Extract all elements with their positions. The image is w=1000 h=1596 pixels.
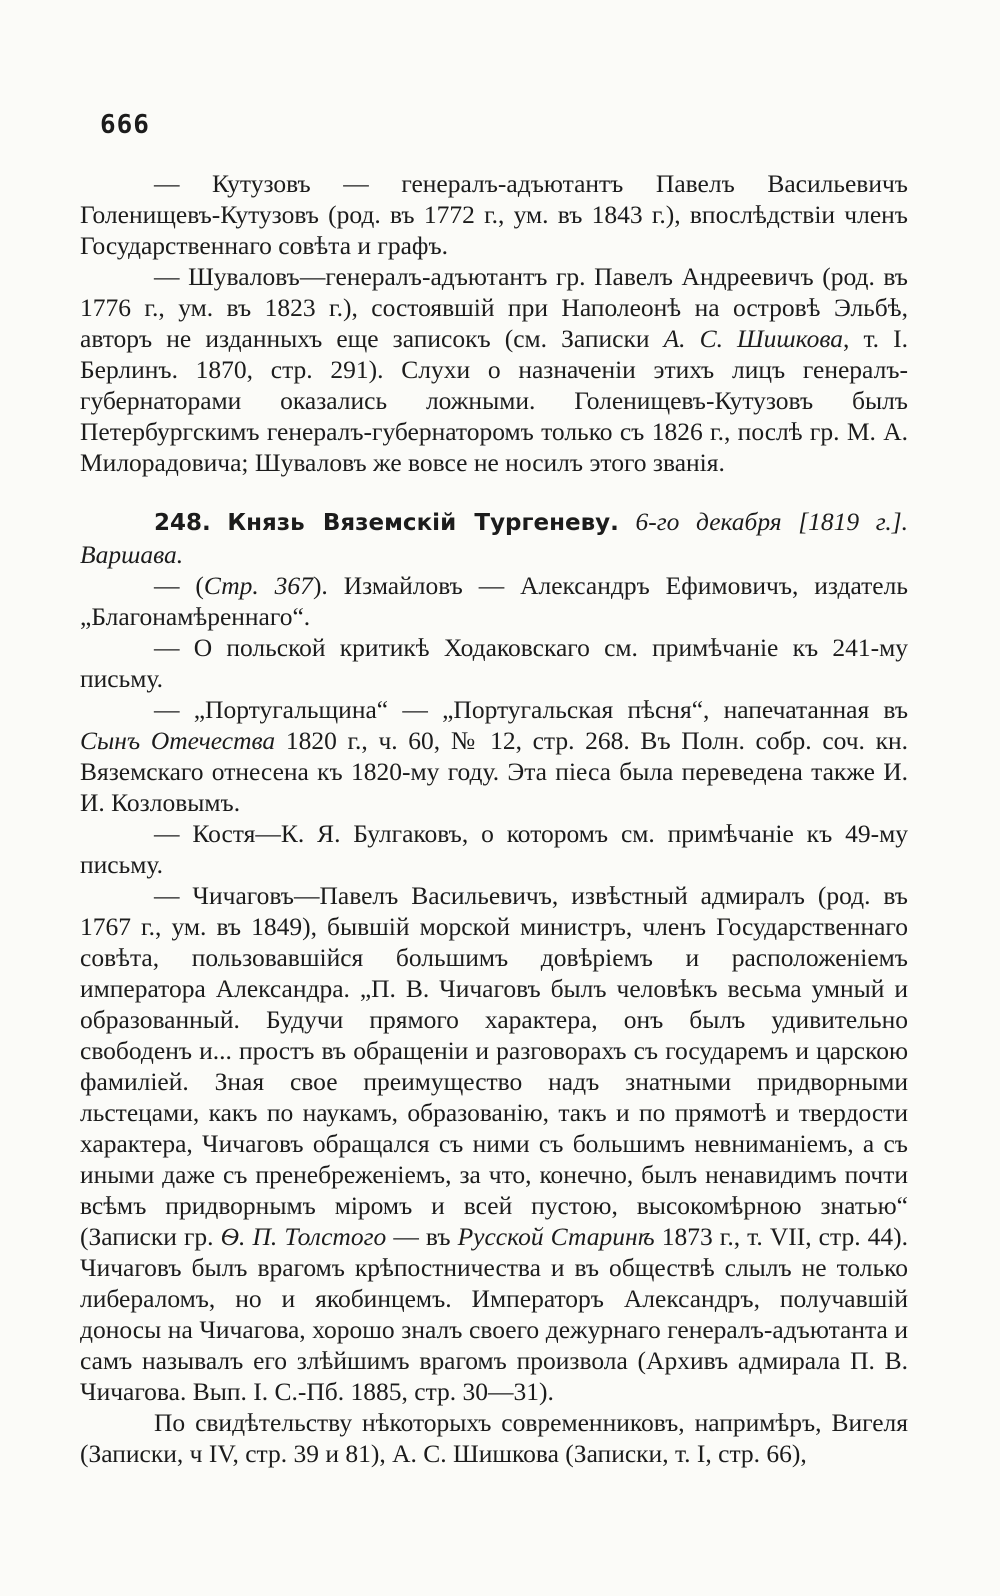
note-witnesses: По свидѣтельству нѣкоторыхъ современниковъ, напримѣръ, Вигеля (Записки, ч IV, стр. 39 и 81), А. С. Шишкова (Записки, т. I, стр. 66), (80, 1408, 908, 1468)
note-khodakovsky: — О польской критикѣ Ходаковскаго см. примѣчаніе къ 241-му письму. (80, 633, 908, 693)
letter-place: Варшава. (80, 540, 184, 569)
note-izmailov: — (Стр. 367). Измайловъ — Александръ Ефимовичъ, издатель „Благонамѣреннаго“. (80, 571, 908, 631)
journal-ref: Сынъ Отечества (80, 726, 276, 755)
page-text (80, 168, 908, 1469)
section-gap (80, 478, 908, 506)
letter-title: Князь Вяземскій Тургеневу. (227, 510, 619, 536)
shishkov-ref: А. С. Шишкова (663, 324, 844, 353)
letter-date: 6-го декабря (635, 507, 782, 536)
russkaya-starina-ref: Русской Старинѣ (457, 1222, 655, 1251)
letter-year: [1819 г.]. (798, 507, 908, 536)
letter-number: 248. (154, 510, 211, 536)
note-kostya: — Костя—К. Я. Булгаковъ, о которомъ см. примѣчаніе къ 49-му письму. (80, 819, 908, 879)
note-kutuzov: — Кутузовъ — генералъ-адъютантъ Павелъ Васильевичъ Голенищевъ-Кутузовъ (род. въ 1772 г., ум. въ 1843 г.), впослѣдствіи членъ Государственнаго совѣта и графъ. (80, 169, 908, 260)
note-shuvalov: — Шуваловъ—генералъ-адъютантъ гр. Павелъ Андреевичъ (род. въ 1776 г., ум. въ 1823 г.), состоявшій при Наполеонѣ на островѣ Эльбѣ, авторъ не изданныхъ еще записокъ (см. Записки А. С. Шишкова, т. I. Берлинъ. 1870, стр. 291). Слухи о назначеніи этихъ лицъ генералъ-губернаторами оказались ложными. Голенищевъ-Кутузовъ былъ Петербургскимъ генералъ-губернаторомъ только съ 1826 г., послѣ гр. М. А. Милорадовича; Шуваловъ же вовсе не носилъ этого званія. (80, 262, 908, 477)
page-number: 666 (100, 110, 150, 140)
page-ref: Стр. 367 (203, 571, 313, 600)
note-chichagov: — Чичаговъ—Павелъ Васильевичъ, извѣстный адмиралъ (род. въ 1767 г., ум. въ 1849), бывшій морской министръ, членъ Государственнаго совѣта, пользовавшійся большимъ довѣріемъ и расположеніемъ императора Александра. „П. В. Чичаговъ былъ человѣкъ весьма умный и образованный. Будучи прямого характера, онъ былъ удивительно свободенъ и... простъ въ обращеніи и разговорахъ съ государемъ и царскою фамиліей. Зная свое преимущество надъ знатными придворными льстецами, какъ по наукамъ, образованію, такъ и по прямотѣ и твердости характера, Чичаговъ обращался съ ними съ большимъ невниманіемъ, а съ иными даже съ пренебреженіемъ, за что, конечно, былъ ненавидимъ почти всѣмъ придворнымъ міромъ и всей пустою, высокомѣрною знатью“ (Записки гр. Ѳ. П. Толстого — въ Русской Старинѣ 1873 г., т. VII, стр. 44). Чичаговъ былъ врагомъ крѣпостничества и въ обществѣ слылъ не только либераломъ, но и якобинцемъ. Императоръ Александръ, получавшій доносы на Чичагова, хорошо зналъ своего дежурнаго генералъ-адъютанта и самъ называлъ его злѣйшимъ врагомъ произвола (Архивъ адмирала П. В. Чичагова. Вып. I. С.-Пб. 1885, стр. 30—31). (80, 881, 908, 1406)
tolstoy-ref: Ѳ. П. Толстого (220, 1222, 387, 1251)
letter-heading (80, 506, 908, 570)
note-portugalshchina: — „Португальщина“ — „Португальская пѣсня“, напечатанная въ Сынъ Отечества 1820 г., ч. 60, № 12, стр. 268. Въ Полн. собр. соч. кн. Вяземскаго отнесена къ 1820-му году. Эта піеса была переведена также И. И. Козловымъ. (80, 695, 908, 817)
